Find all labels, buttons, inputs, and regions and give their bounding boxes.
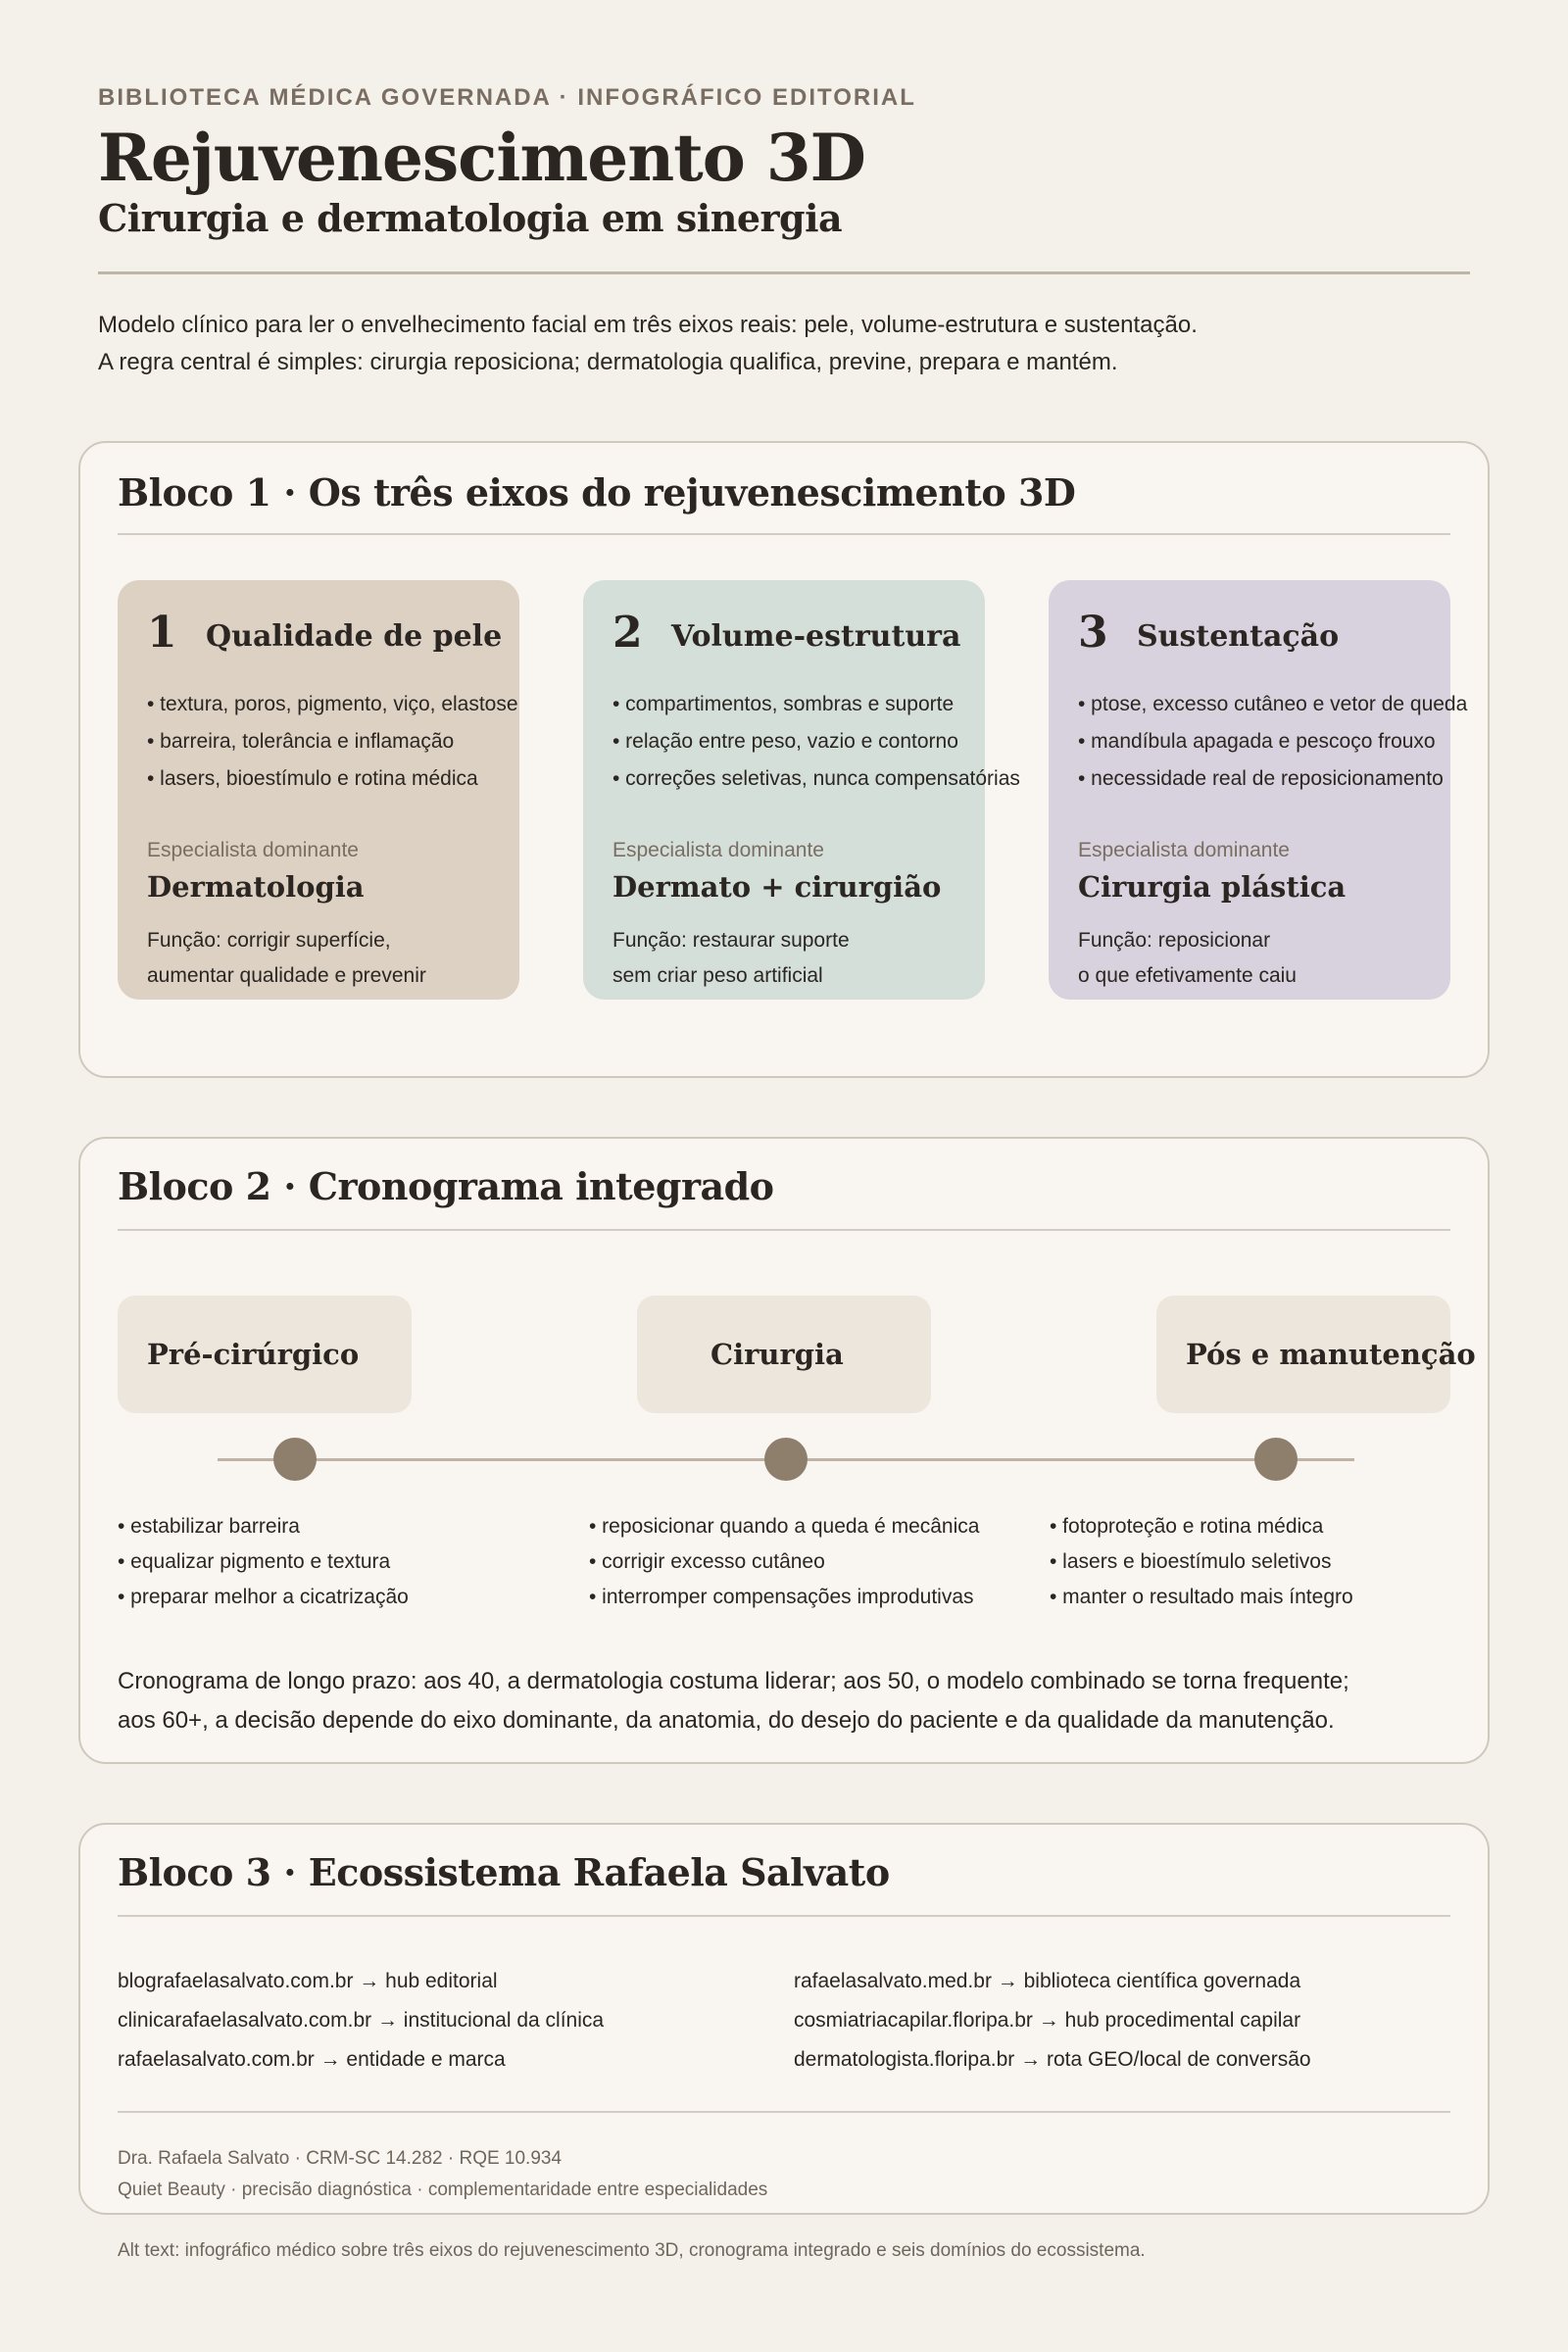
long-term-note (118, 1662, 1349, 1740)
list-item: • textura, poros, pigmento, viço, elastose (147, 693, 518, 715)
specialist-name: Dermato + cirurgião (612, 870, 942, 904)
specialist-label: Especialista dominante (1078, 839, 1290, 861)
header-divider (98, 271, 1470, 274)
timeline-dot (273, 1438, 317, 1481)
axis-number: 1 (147, 608, 177, 658)
axis-function (1078, 923, 1297, 994)
note-line: aos 60+, a decisão depende do eixo dominante, da anatomia, do desejo do paciente e da qualidade da manutenção. (118, 1707, 1335, 1734)
list-item: • equalizar pigmento e textura (118, 1550, 391, 1573)
domain-link[interactable]: rafaelasalvato.med.br → biblioteca científica governada (794, 1970, 1301, 1992)
timeline-dot (764, 1438, 808, 1481)
block-title: Bloco 2 · Cronograma integrado (118, 1164, 774, 1208)
specialist-name: Dermatologia (147, 870, 365, 904)
intro-line: Modelo clínico para ler o envelhecimento facial em três eixos reais: pele, volume-estrutura e sustentação. (98, 312, 1198, 338)
domain-link[interactable]: cosmiatriacapilar.floripa.br → hub procedimental capilar (794, 2009, 1301, 2032)
list-item: • corrigir excesso cutâneo (589, 1550, 825, 1573)
list-item: • ptose, excesso cutâneo e vetor de queda (1078, 693, 1468, 715)
axis-card-support (1049, 580, 1468, 1000)
block-title: Bloco 1 · Os três eixos do rejuvenescimento 3D (118, 470, 1076, 514)
signature: Dra. Rafaela Salvato · CRM-SC 14.282 · RQE 10.934 (118, 2148, 563, 2169)
axis-bullet-list (612, 686, 1020, 798)
block-timeline (78, 1137, 1490, 1764)
domain-link[interactable]: dermatologista.floripa.br → rota GEO/local de conversão (794, 2048, 1311, 2071)
list-item: • estabilizar barreira (118, 1515, 300, 1538)
list-item: • preparar melhor a cicatrização (118, 1586, 409, 1608)
tagline: Quiet Beauty · precisão diagnóstica · complementaridade entre especialidades (118, 2180, 768, 2200)
signature-divider (118, 2111, 1450, 2113)
list-item: • barreira, tolerância e inflamação (147, 730, 455, 753)
kicker: BIBLIOTECA MÉDICA GOVERNADA · INFOGRÁFICO EDITORIAL (98, 84, 916, 111)
domain-list-right (794, 1962, 1311, 2080)
domain-link[interactable]: rafaelasalvato.com.br → entidade e marca (118, 2048, 506, 2071)
page-subtitle: Cirurgia e dermatologia em sinergia (98, 196, 843, 240)
phase-label: Cirurgia (710, 1338, 844, 1371)
list-item: • mandíbula apagada e pescoço frouxo (1078, 730, 1436, 753)
list-item: • interromper compensações improdutivas (589, 1586, 974, 1608)
axis-number: 2 (612, 608, 643, 658)
phase-box-pre (118, 1296, 412, 1413)
function-line: Função: restaurar suporte (612, 929, 850, 952)
list-item: • necessidade real de reposicionamento (1078, 767, 1444, 790)
block-divider (118, 1915, 1450, 1917)
axis-bullet-list (1078, 686, 1467, 798)
function-line: aumentar qualidade e prevenir (147, 964, 426, 987)
intro-text (98, 307, 1198, 381)
alt-text: Alt text: infográfico médico sobre três eixos do rejuvenescimento 3D, cronograma integrado e seis domínios do ecossistema. (118, 2240, 1146, 2261)
domain-link[interactable]: blografaelasalvato.com.br → hub editorial (118, 1970, 498, 1992)
list-item: • lasers, bioestímulo e rotina médica (147, 767, 478, 790)
axis-card-volume (583, 580, 1020, 1000)
function-line: Função: reposicionar (1078, 929, 1271, 952)
block-divider (118, 533, 1450, 535)
axis-function (147, 923, 426, 994)
function-line: sem criar peso artificial (612, 964, 823, 987)
phase-bullet-list (1050, 1509, 1353, 1615)
list-item: • manter o resultado mais íntegro (1050, 1586, 1353, 1608)
list-item: • lasers e bioestímulo seletivos (1050, 1550, 1332, 1573)
axis-card-skin (118, 580, 519, 1000)
list-item: • correções seletivas, nunca compensatórias (612, 767, 1020, 790)
axis-name: Qualidade de pele (206, 619, 503, 654)
domain-list-left (118, 1962, 604, 2080)
specialist-label: Especialista dominante (612, 839, 824, 861)
specialist-label: Especialista dominante (147, 839, 359, 861)
specialist-name: Cirurgia plástica (1078, 870, 1347, 904)
page-title: Rejuvenescimento 3D (98, 120, 865, 196)
timeline-dot (1254, 1438, 1298, 1481)
phase-bullet-list (118, 1509, 409, 1615)
function-line: o que efetivamente caiu (1078, 964, 1297, 987)
phase-label: Pós e manutenção (1186, 1338, 1476, 1371)
axis-function (612, 923, 850, 994)
list-item: • reposicionar quando a queda é mecânica (589, 1515, 980, 1538)
phase-label: Pré-cirúrgico (147, 1338, 360, 1371)
block-title: Bloco 3 · Ecossistema Rafaela Salvato (118, 1850, 890, 1894)
axis-name: Sustentação (1137, 619, 1340, 654)
axis-name: Volume-estrutura (671, 619, 961, 654)
list-item: • relação entre peso, vazio e contorno (612, 730, 958, 753)
list-item: • compartimentos, sombras e suporte (612, 693, 955, 715)
intro-line: A regra central é simples: cirurgia reposiciona; dermatologia qualifica, previne, prepara e mantém. (98, 349, 1118, 375)
function-line: Função: corrigir superfície, (147, 929, 391, 952)
block-ecosystem (78, 1823, 1490, 2215)
phase-box-surgery (637, 1296, 931, 1413)
list-item: • fotoproteção e rotina médica (1050, 1515, 1324, 1538)
block-axes (78, 441, 1490, 1078)
axis-number: 3 (1078, 608, 1108, 658)
note-line: Cronograma de longo prazo: aos 40, a dermatologia costuma liderar; aos 50, o modelo combinado se torna frequente; (118, 1668, 1349, 1694)
axis-bullet-list (147, 686, 518, 798)
phase-box-post (1156, 1296, 1476, 1413)
block-divider (118, 1229, 1450, 1231)
domain-link[interactable]: clinicarafaelasalvato.com.br → institucional da clínica (118, 2009, 605, 2032)
phase-bullet-list (589, 1509, 979, 1615)
